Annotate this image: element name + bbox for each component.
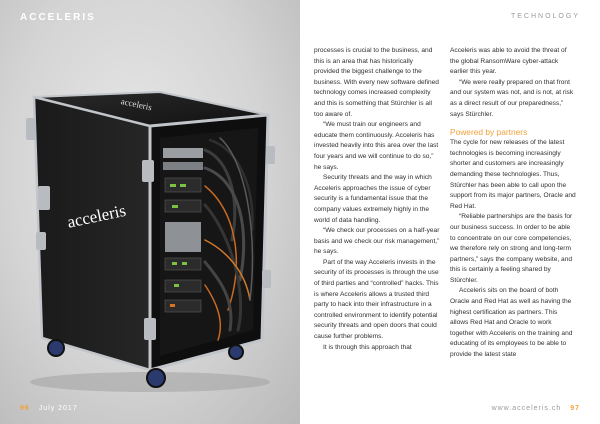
paragraph: Acceleris sits on the board of both Oracle and Red Hat as well as having the highest certification as partners. This allows Red Hat and Oracle to work together with Acceleris on the training and educating of its employees to be able to provide the latest state [450, 287, 573, 359]
right-folio [492, 405, 580, 412]
latch-center-top [142, 160, 154, 182]
left-folio [20, 405, 78, 412]
latch-right-bottom [262, 270, 271, 288]
paragraph: It is through this approach that [323, 343, 412, 351]
paragraph: Security threats and the way in which Acceleris approaches the issue of cyber security is a fundamental issue that the company values extremely highly in the world of data handling. [314, 174, 432, 224]
latch-left-bottom [36, 232, 46, 250]
text-column-2 [450, 46, 576, 361]
lid-logo: acceleris [119, 96, 153, 113]
paragraph: Acceleris was able to avoid the threat of the global RansomWare cyber-attack earlier this year. [450, 47, 567, 76]
article-page [300, 0, 600, 424]
handle-left [38, 186, 50, 210]
paragraph: processes is crucial to the business, and this is an area that has historically provided the biggest challenge to the business. With every new software defined technology comes increased complexity and this is something that Stürchler is all too aware of. [314, 47, 439, 118]
paragraph: “We check our processes on a half-year basis and we check our risk management,” he says. [314, 227, 440, 256]
brand-logo: ACCELERIS [20, 12, 96, 23]
case-logo: acceleris [65, 200, 128, 232]
paragraph: The cycle for new releases of the latest technologies is becoming increasingly shorter and customers are increasingly demanding these technologies. Thus, Stürchler has been able to call upon the support from its major partners, Oracle and Red Hat. [450, 139, 576, 210]
section-label: TECHNOLOGY [510, 13, 580, 20]
website-url[interactable]: www.acceleris.ch [491, 405, 562, 412]
paragraph: “Reliable partnerships are the basis for our business success. In order to be able to concentrate on our core competencies, we therefore rely on strong and long-term partners,” says the company website, and this is certainly a feeling shared by Stürchler. [450, 213, 573, 284]
text-column-1 [314, 46, 440, 353]
latch-center-bottom [144, 318, 156, 340]
latch-right-top [266, 146, 275, 164]
right-page-number: 97 [570, 405, 580, 412]
paragraph: “We must train our engineers and educate them continuously. Acceleris has invested heavily into this area over the last four years and we will continue to do so,” he says. [314, 121, 439, 171]
subheading: Powered by partners [450, 127, 528, 138]
paragraph: Part of the way Acceleris invests in the security of its processes is through the use of third parties and “controlled” hacks. This is where Acceleris allows a trusted third party to hack into their infrastructure in a controlled environment to identify potential security threats and open doors that could cause further problems. [314, 258, 439, 341]
left-page-number: 96 [20, 405, 30, 412]
paragraph: “We were really prepared on that front and our system was not, and is not, at risk as a direct result of our preparedness,” says Stürchler. [450, 78, 574, 118]
issue-date: July 2017 [38, 405, 78, 412]
latch-left-top [26, 118, 36, 140]
